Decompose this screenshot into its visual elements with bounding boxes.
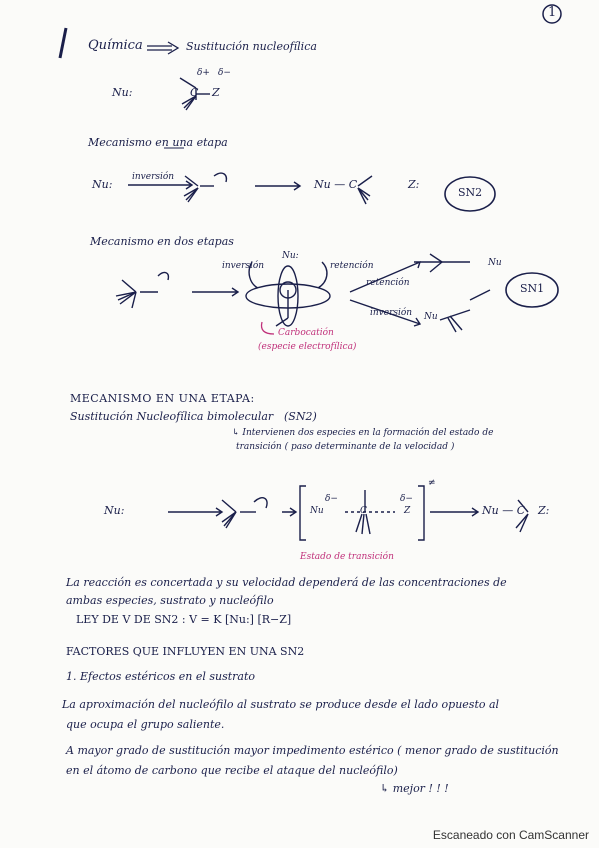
mech2-inversion-arrow: inversión <box>370 308 413 318</box>
mech2-retencion-arrow: retención <box>366 278 410 288</box>
factors-item-1: 1. Efectos estéricos en el sustrato <box>66 670 256 683</box>
factors-para1-line2: que ocupa el grupo saliente. <box>66 718 225 731</box>
carbocation-pointer <box>262 322 275 334</box>
ts-dm2: δ− <box>400 494 413 504</box>
intro-dplus: δ+ <box>197 68 210 78</box>
ts-dm1: δ− <box>325 494 338 504</box>
mech2-nu-top: Nu: <box>282 251 299 261</box>
carbocation-label: Carbocatión <box>278 328 334 338</box>
ts-c: C <box>360 506 367 516</box>
factors-para1-line1: La aproximación del nucleófilo al sustrato se produce desde el lado opuesto al <box>62 698 500 711</box>
factors-heading: FACTORES QUE INFLUYEN EN UNA SN2 <box>66 645 305 658</box>
mech2-title: Mecanismo en dos etapas <box>90 235 234 248</box>
intro-c: C <box>190 86 199 99</box>
scanner-watermark: Escaneado con CamScanner <box>432 828 589 842</box>
section1-note-2: transición ( paso determinante de la velocidad ) <box>236 442 455 452</box>
intro-nu: Nu: <box>112 86 133 99</box>
margin-stroke <box>60 28 66 58</box>
section1-note-1: ↳ Intervienen dos especies en la formación del estado de <box>232 428 494 438</box>
page-title: Química <box>88 38 143 53</box>
section1-line-1: La reacción es concertada y su velocidad dependerá de las concentraciones de <box>66 576 507 589</box>
sn2-badge: SN2 <box>458 186 483 199</box>
ts-diagram <box>168 486 528 540</box>
section1-sub: Sustitución Nucleofílica bimolecular <box>70 410 274 423</box>
mech1-product: Nu — C <box>314 178 358 191</box>
sn1-badge: SN1 <box>520 282 545 295</box>
section1-line-2: ambas especies, sustrato y nucleófilo <box>66 594 274 607</box>
mech2-inversion-left: inversión <box>222 261 265 271</box>
mech2-prod-bottom: Nu <box>424 312 438 322</box>
ts-product: Nu — C <box>482 504 526 517</box>
section1-heading: MECANISMO EN UNA ETAPA: <box>70 392 255 405</box>
ts-label: Estado de transición <box>300 552 394 562</box>
page-subtitle: Sustitución nucleofílica <box>186 40 317 53</box>
mech1-z: Z: <box>408 178 420 191</box>
ts-z-out: Z: <box>538 504 550 517</box>
mech2-prod-top: Nu <box>488 258 502 268</box>
section1-sub-tag: (SN2) <box>284 410 317 423</box>
page-number: 1 <box>548 5 557 20</box>
header-arrow-icon <box>147 42 178 54</box>
mech1-inversion: inversión <box>132 172 175 182</box>
sn2-rate-law: LEY DE V DE SN2 : V = K [Nu:] [R−Z] <box>76 613 292 626</box>
ts-nu: Nu: <box>104 504 125 517</box>
intro-dminus: δ− <box>218 68 231 78</box>
mech1-nu: Nu: <box>92 178 113 191</box>
factors-para2-line3: ↳ mejor ! ! ! <box>380 782 449 795</box>
mech1-title: Mecanismo en una etapa <box>88 136 228 149</box>
intro-z: Z <box>212 86 220 99</box>
mech2-retencion: retención <box>330 261 374 271</box>
carbocation-note: (especie electrofílica) <box>258 342 357 352</box>
ts-mark: ≠ <box>428 478 436 488</box>
ts-z: Z <box>404 506 411 516</box>
ts-nu-inner: Nu <box>310 506 324 516</box>
factors-para2-line2: en el átomo de carbono que recibe el ataque del nucleófilo) <box>66 764 398 777</box>
factors-para2-line1: A mayor grado de sustitución mayor impedimento estérico ( menor grado de sustitución <box>66 744 559 757</box>
